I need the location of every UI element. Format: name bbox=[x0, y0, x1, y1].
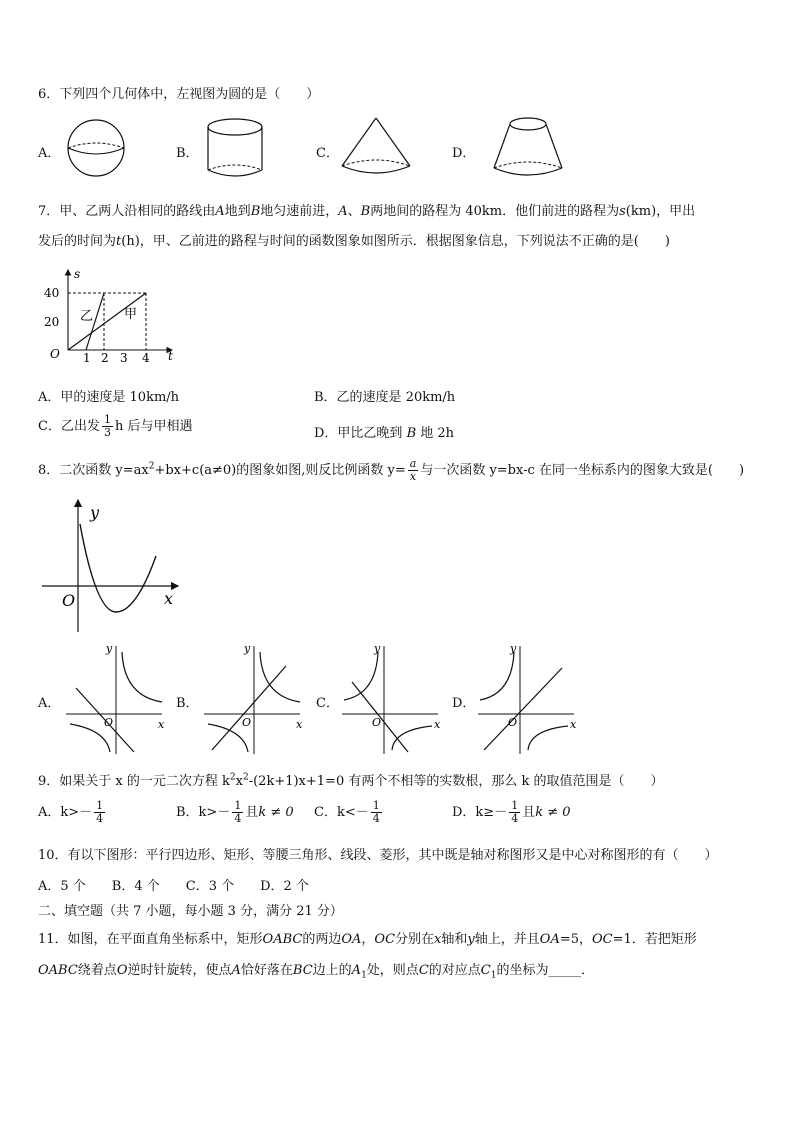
q8-option-d-graph bbox=[474, 638, 586, 758]
q9-option-d: D．k≥－ $\frac{1}{4}$ 且k ≠ 0 bbox=[452, 799, 571, 825]
q8-option-a-graph bbox=[62, 638, 174, 758]
q8-option-a-label: A． bbox=[38, 696, 61, 711]
svg-text:x: x bbox=[434, 718, 441, 731]
q7-ytick-40: 40 bbox=[44, 286, 60, 300]
svg-text:y: y bbox=[244, 642, 251, 655]
q9-option-a: A．k>－ $\frac{1}{4}$ bbox=[38, 799, 104, 825]
q7-option-d: D．甲比乙晚到 B 地 2h bbox=[314, 426, 455, 441]
q8-option-b-graph bbox=[200, 638, 312, 758]
svg-text:x: x bbox=[570, 718, 577, 731]
q7-label-jia: 甲 bbox=[124, 307, 138, 322]
q7-origin: O bbox=[50, 347, 60, 361]
cone-icon bbox=[338, 114, 414, 180]
q6-option-b-label: B． bbox=[176, 146, 199, 161]
frustum-icon bbox=[488, 114, 568, 182]
sphere-icon bbox=[62, 118, 134, 180]
q6-option-d-label: D． bbox=[452, 146, 476, 161]
q6-option-c-label: C． bbox=[316, 146, 339, 161]
q7-stem-line2: 发后的时间为t(h)，甲、乙前进的路程与时间的函数图象如图所示．根据图象信息，下列说法不正确的是( ) bbox=[38, 234, 670, 249]
q6-stem: 6．下列四个几何体中，左视图为圆的是（ ） bbox=[38, 87, 320, 102]
q11-line2: OABC绕着点O逆时针旋转，使点A恰好落在BC边上的$A_1$处，则点C的对应点$C_1$的坐标为_____． bbox=[38, 963, 594, 981]
q8-origin: O bbox=[62, 591, 76, 610]
cylinder-icon bbox=[202, 116, 272, 182]
svg-text:O: O bbox=[508, 716, 518, 729]
q8-parabola-graph bbox=[38, 494, 188, 636]
q8-ylabel: y bbox=[90, 503, 100, 522]
q7-stem-line1: 7．甲、乙两人沿相同的路线由A地到B地匀速前进，A、B两地间的路程为 40km．他们前进的路程为s(km)，甲出 bbox=[38, 204, 696, 219]
svg-text:x: x bbox=[158, 718, 165, 731]
q7-label-yi: 乙 bbox=[80, 309, 94, 324]
q7-option-b: B．乙的速度是 20km/h bbox=[314, 390, 456, 405]
q8-xlabel: x bbox=[164, 589, 174, 608]
q9-option-b: B．k>－ $\frac{1}{4}$ 且k ≠ 0 bbox=[176, 799, 294, 825]
q8-stem: 8．二次函数 $y=ax^2+bx+c(a\ne 0)$的图象如图,则反比例函数 y= $\frac{a}{x}$ 与一次函数 y=bx-c 在同一坐标系内的图象大致是( ) bbox=[38, 457, 745, 483]
q7-xtick-4: 4 bbox=[142, 351, 150, 364]
q7-xtick-3: 3 bbox=[120, 351, 128, 364]
q7-ylabel: s bbox=[74, 267, 81, 281]
parabola-curve bbox=[80, 524, 156, 612]
q6-option-a-label: A． bbox=[38, 146, 61, 161]
q9-stem: 9．如果关于 x 的一元二次方程 $k^2x^2-(2k+1)x+1=0$ 有两个不相等的实数根，那么 k 的取值范围是（ ） bbox=[38, 772, 664, 789]
section-2-heading: 二、填空题（共 7 小题，每小题 3 分，满分 21 分） bbox=[38, 904, 343, 919]
q10-stem: 10．有以下图形：平行四边形、矩形、等腰三角形、线段、菱形，其中既是轴对称图形又是中心对称图形的有（ ） bbox=[38, 848, 718, 863]
svg-text:O: O bbox=[242, 716, 252, 729]
q8-option-c-label: C． bbox=[316, 696, 339, 711]
q8-option-b-label: B． bbox=[176, 696, 199, 711]
q7-xtick-1: 1 bbox=[83, 351, 91, 364]
q8-option-c-graph bbox=[338, 638, 450, 758]
svg-text:y: y bbox=[510, 642, 517, 655]
svg-text:y: y bbox=[374, 642, 381, 655]
svg-text:y: y bbox=[106, 642, 113, 655]
q7-option-a: A．甲的速度是 10km/h bbox=[38, 390, 180, 405]
q7-xtick-2: 2 bbox=[101, 351, 109, 364]
q8-option-d-label: D． bbox=[452, 696, 476, 711]
q11-line1: 11．如图，在平面直角坐标系中，矩形OABC的两边OA，OC分别在x轴和y轴上，并且OA=5，OC=1．若把矩形 bbox=[38, 932, 697, 947]
svg-text:O: O bbox=[104, 716, 114, 729]
svg-text:x: x bbox=[296, 718, 303, 731]
q9-option-c: C．k<－ $\frac{1}{4}$ bbox=[314, 799, 380, 825]
q7-graph bbox=[40, 264, 180, 364]
q7-ytick-20: 20 bbox=[44, 315, 60, 329]
q7-xlabel: t bbox=[168, 349, 173, 363]
q10-options: A．5 个 B．4 个 C．3 个 D．2 个 bbox=[38, 879, 309, 894]
q7-option-c: C．乙出发 $\frac{1}{3}$ h 后与甲相遇 bbox=[38, 413, 193, 439]
svg-text:O: O bbox=[372, 716, 382, 729]
